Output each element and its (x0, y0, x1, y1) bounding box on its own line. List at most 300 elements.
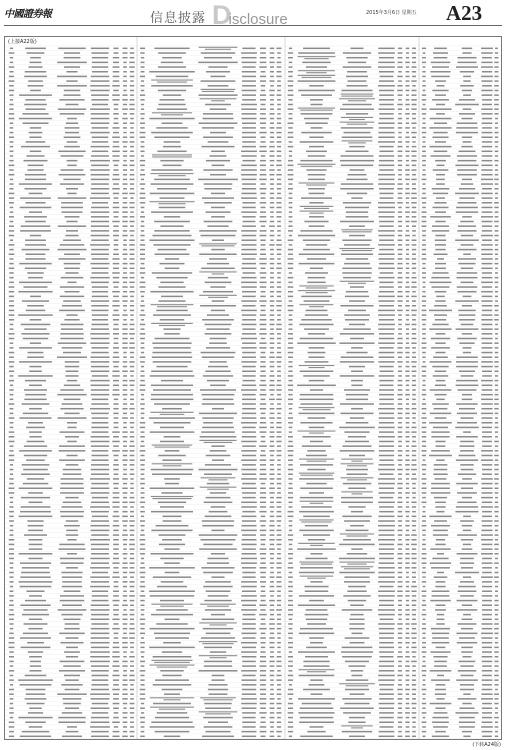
cell-text-line (343, 539, 371, 541)
cell-text-line (29, 619, 42, 621)
cell-text-line (259, 300, 266, 302)
cell-text-line (482, 202, 492, 204)
cell-text-line (67, 427, 76, 429)
cell-text-line (66, 314, 77, 316)
cell-text-line (432, 595, 450, 597)
cell-text-line (129, 380, 134, 382)
cell-text-line (349, 736, 365, 738)
cell-text-line (405, 258, 409, 260)
cell-text-line (269, 385, 274, 387)
cell-text-line (379, 661, 394, 663)
cell-text-line (60, 333, 83, 335)
cell-text-line (150, 707, 194, 708)
cell-text-line (434, 712, 448, 714)
cell-text-line (379, 459, 393, 461)
cell-text-line (455, 239, 479, 241)
cell-text-line (346, 57, 367, 59)
cell-text-line (141, 188, 145, 190)
cell-text-line (67, 553, 77, 555)
cell-text-line (481, 380, 493, 382)
cell-text-line (277, 347, 281, 349)
cell-text-line (277, 548, 281, 550)
cell-text-line (277, 558, 281, 560)
cell-text-line (434, 394, 446, 396)
cell-text-line (458, 473, 477, 475)
cell-text-line (90, 656, 109, 658)
cell-text-line (340, 413, 373, 415)
cell-text-line (277, 717, 281, 719)
cell-text-line (129, 333, 135, 335)
cell-text-line (398, 459, 403, 461)
cell-text-line (421, 417, 426, 419)
cell-text-line (276, 567, 281, 569)
cell-text-line (412, 356, 416, 358)
cell-text-line (456, 132, 478, 134)
cell-text-line (397, 595, 402, 597)
cell-text-line (65, 497, 78, 499)
cell-text-line (123, 268, 128, 270)
cell-text-line (140, 698, 145, 700)
cell-text-line (140, 48, 145, 50)
cell-text-line (130, 127, 133, 128)
cell-text-line (412, 375, 416, 377)
cell-text-line (91, 473, 109, 475)
cell-text-line (411, 197, 417, 199)
cell-text-line (289, 698, 293, 700)
cell-text-line (161, 296, 183, 298)
cell-text-line (398, 52, 403, 54)
cell-text-line (304, 300, 330, 302)
cell-text-line (66, 80, 77, 82)
cell-text-line (277, 651, 281, 653)
cell-text-line (141, 413, 145, 415)
cell-text-line (122, 342, 127, 344)
cell-text-line (141, 300, 144, 302)
cell-text-line (346, 399, 368, 401)
cell-text-line (482, 305, 493, 307)
cell-text-line (495, 48, 498, 50)
cell-text-line (164, 436, 181, 438)
cell-text-line (431, 488, 450, 490)
cell-text-line (378, 342, 395, 344)
cell-text-line (242, 403, 256, 405)
cell-text-line (495, 169, 498, 171)
cell-text-line (122, 647, 128, 649)
cell-text-line (242, 675, 255, 677)
cell-text-line (123, 132, 126, 134)
cell-text-line (482, 225, 492, 227)
cell-text-line (260, 473, 267, 475)
cell-text-line (457, 291, 476, 293)
cell-text-line (9, 160, 13, 162)
cell-text-line (495, 352, 499, 354)
cell-text-line (289, 151, 292, 153)
cell-text-line (305, 314, 328, 316)
cell-text-line (495, 211, 499, 213)
cell-text-line (123, 202, 127, 204)
cell-text-line (64, 57, 81, 59)
cell-text-line (241, 254, 257, 256)
cell-text-line (261, 600, 266, 602)
cell-text-line (163, 165, 182, 167)
cell-text-line (436, 698, 444, 700)
cell-text-line (25, 394, 46, 396)
cell-text-line (481, 113, 492, 115)
cell-text-line (91, 188, 110, 190)
cell-text-line (260, 183, 265, 185)
cell-text-line (66, 530, 77, 532)
cell-text-line (277, 263, 281, 265)
cell-text-line (123, 651, 127, 653)
cell-text-line (22, 614, 49, 616)
cell-text-line (160, 225, 183, 227)
cell-text-line (436, 104, 445, 106)
cell-text-line (398, 703, 402, 705)
cell-text-line (423, 399, 426, 401)
cell-text-line (270, 272, 274, 274)
cell-text-line (456, 506, 478, 508)
cell-text-line (432, 590, 450, 592)
cell-text-line (22, 567, 49, 569)
cell-text-line (378, 483, 395, 485)
cell-text-line (481, 193, 492, 195)
cell-text-line (241, 581, 257, 583)
cell-text-line (481, 534, 493, 536)
cell-text-line (163, 328, 180, 330)
cell-text-line (204, 188, 231, 190)
cell-text-line (405, 562, 409, 564)
cell-text-line (481, 553, 493, 555)
cell-text-line (66, 637, 79, 639)
cell-text-line (398, 235, 402, 237)
cell-text-line (64, 137, 81, 139)
cell-text-line (270, 562, 275, 564)
cell-text-line (457, 286, 478, 288)
cell-text-line (435, 544, 445, 546)
cell-text-line (482, 572, 492, 574)
cell-text-line (140, 291, 145, 293)
cell-text-line (260, 188, 267, 190)
cell-text-line (481, 319, 492, 321)
cell-text-line (406, 202, 409, 204)
cell-text-line (260, 76, 266, 78)
cell-text-line (199, 271, 236, 272)
cell-text-line (59, 174, 86, 176)
cell-text-line (199, 655, 237, 656)
cell-text-line (288, 291, 293, 293)
cell-text-line (162, 675, 181, 677)
cell-text-line (90, 642, 109, 644)
cell-text-line (406, 99, 410, 101)
cell-text-line (482, 703, 492, 705)
cell-text-line (65, 689, 80, 691)
cell-text-line (422, 572, 426, 574)
cell-text-line (457, 413, 477, 415)
cell-text-line (208, 66, 227, 68)
cell-text-line (10, 141, 14, 143)
cell-text-line (412, 656, 415, 658)
cell-text-line (300, 497, 333, 499)
cell-text-line (113, 642, 119, 644)
cell-text-line (494, 703, 498, 705)
cell-text-line (113, 623, 118, 625)
cell-text-line (130, 609, 135, 611)
cell-text-line (277, 661, 282, 663)
cell-text-line (494, 473, 498, 475)
cell-text-line (458, 590, 477, 592)
cell-text-line (19, 516, 53, 518)
cell-text-line (277, 726, 281, 728)
cell-text-line (379, 642, 393, 644)
cell-text-line (260, 520, 267, 522)
cell-text-line (340, 361, 374, 363)
cell-text-line (241, 502, 257, 504)
cell-text-line (300, 160, 332, 162)
cell-text-line (270, 703, 274, 705)
cell-text-line (91, 469, 110, 471)
cell-text-line (277, 230, 281, 232)
cell-text-line (123, 731, 127, 733)
cell-text-line (19, 347, 52, 349)
cell-text-line (92, 417, 109, 419)
cell-text-line (129, 66, 135, 68)
cell-text-line (58, 108, 86, 110)
cell-text-line (340, 122, 375, 123)
cell-text-line (481, 282, 493, 284)
cell-text-line (277, 188, 281, 190)
cell-text-line (397, 544, 402, 546)
cell-text-line (422, 473, 425, 475)
cell-text-line (123, 230, 127, 232)
cell-text-line (310, 581, 322, 583)
cell-text-line (10, 628, 13, 630)
cell-text-line (304, 665, 330, 667)
cell-text-line (140, 235, 144, 237)
cell-text-line (198, 62, 237, 64)
cell-text-line (270, 127, 275, 128)
cell-text-line (494, 544, 499, 546)
cell-text-line (241, 197, 257, 199)
cell-text-line (347, 564, 366, 565)
cell-text-line (412, 450, 417, 452)
cell-text-line (242, 94, 256, 96)
cell-text-line (432, 207, 448, 209)
cell-text-line (90, 651, 110, 653)
cell-text-line (300, 206, 334, 207)
cell-text-line (162, 516, 181, 518)
cell-text-line (412, 324, 417, 326)
cell-text-line (422, 174, 426, 176)
cell-text-line (435, 441, 445, 443)
cell-text-line (434, 151, 448, 153)
cell-text-line (9, 637, 14, 639)
cell-text-line (260, 642, 265, 644)
cell-text-line (129, 221, 134, 223)
cell-text-line (405, 665, 410, 667)
cell-text-line (277, 221, 281, 223)
cell-text-line (165, 450, 180, 452)
cell-text-line (140, 595, 146, 597)
cell-text-line (242, 258, 255, 260)
cell-text-line (495, 595, 498, 597)
cell-text-line (276, 197, 281, 199)
cell-text-line (406, 90, 410, 92)
cell-text-line (113, 183, 119, 185)
cell-text-line (351, 197, 362, 199)
cell-text-line (397, 183, 402, 185)
cell-text-line (482, 590, 492, 592)
cell-text-line (302, 703, 332, 705)
cell-text-line (288, 450, 294, 452)
cell-text-line (62, 347, 83, 349)
cell-text-line (288, 403, 293, 405)
cell-text-line (288, 375, 293, 377)
cell-text-line (482, 647, 492, 649)
cell-text-line (458, 202, 477, 204)
cell-text-line (140, 254, 145, 256)
cell-text-line (123, 609, 126, 611)
cell-text-line (113, 605, 118, 607)
cell-text-line (481, 497, 493, 499)
cell-text-line (398, 151, 403, 153)
cell-text-line (346, 535, 367, 536)
cell-text-line (411, 703, 416, 705)
cell-text-line (9, 202, 14, 204)
cell-text-line (130, 174, 135, 176)
cell-text-line (422, 431, 427, 433)
cell-text-line (435, 239, 447, 241)
cell-text-line (495, 216, 499, 218)
cell-text-line (456, 361, 478, 363)
cell-text-line (481, 530, 492, 532)
cell-text-line (198, 94, 237, 96)
cell-text-line (434, 520, 447, 522)
cell-text-line (140, 689, 146, 691)
cell-text-line (411, 502, 416, 504)
cell-text-line (423, 380, 426, 382)
cell-text-line (309, 306, 324, 307)
cell-text-line (421, 211, 426, 213)
cell-text-line (378, 567, 395, 569)
cell-text-line (277, 544, 282, 546)
cell-text-line (431, 436, 449, 438)
cell-text-line (412, 300, 416, 302)
cell-text-line (378, 202, 395, 204)
cell-text-line (130, 413, 134, 415)
cell-text-line (289, 62, 293, 64)
cell-text-line (379, 90, 394, 92)
cell-text-line (422, 464, 427, 466)
cell-text-line (140, 356, 146, 358)
cell-text-line (481, 328, 492, 330)
cell-text-line (212, 165, 225, 167)
cell-text-line (123, 94, 128, 96)
cell-text-line (149, 201, 194, 202)
cell-text-line (129, 539, 134, 541)
cell-text-line (112, 258, 119, 260)
cell-text-line (211, 679, 224, 681)
cell-text-line (114, 118, 119, 120)
cell-text-line (242, 127, 256, 128)
cell-text-line (411, 431, 416, 433)
cell-text-line (129, 207, 134, 209)
cell-text-line (140, 693, 145, 695)
cell-text-line (276, 516, 281, 518)
cell-text-line (378, 516, 394, 518)
cell-text-line (277, 225, 281, 227)
cell-text-line (482, 661, 493, 663)
cell-text-line (289, 483, 293, 485)
cell-text-line (130, 717, 134, 719)
cell-text-line (203, 137, 233, 139)
cell-text-line (461, 244, 474, 246)
cell-text-line (289, 113, 293, 115)
cell-text-line (495, 141, 499, 143)
cell-text-line (112, 394, 119, 396)
cell-text-line (380, 371, 394, 373)
cell-text-line (122, 488, 127, 490)
cell-text-line (288, 122, 294, 124)
masthead-divider (4, 25, 502, 26)
cell-text-line (432, 99, 449, 101)
cell-text-line (300, 576, 334, 577)
cell-text-line (459, 445, 474, 447)
cell-text-line (432, 722, 449, 724)
cell-text-line (431, 62, 451, 64)
cell-text-line (406, 450, 410, 452)
cell-text-line (344, 568, 370, 569)
cell-text-line (379, 605, 394, 607)
cell-text-line (242, 427, 255, 429)
cell-text-line (481, 726, 493, 728)
cell-text-line (260, 319, 267, 321)
cell-text-line (241, 450, 256, 452)
cell-text-line (277, 314, 281, 316)
cell-text-line (405, 614, 409, 616)
cell-text-line (412, 394, 416, 396)
cell-text-line (64, 66, 80, 68)
cell-text-line (123, 197, 128, 199)
cell-text-line (160, 319, 184, 321)
cell-text-line (462, 731, 472, 733)
cell-text-line (260, 731, 267, 733)
cell-text-line (301, 296, 332, 298)
cell-text-line (9, 254, 15, 256)
cell-text-line (277, 380, 281, 382)
cell-text-line (163, 465, 182, 466)
cell-text-line (406, 445, 409, 447)
cell-text-line (462, 347, 471, 349)
cell-text-line (90, 380, 109, 382)
cell-text-line (157, 712, 188, 714)
cell-text-line (114, 633, 119, 635)
cell-text-line (91, 207, 109, 209)
cell-text-line (59, 670, 85, 672)
cell-text-line (91, 623, 108, 625)
cell-text-line (436, 333, 446, 335)
cell-text-line (152, 445, 193, 446)
cell-text-line (29, 670, 41, 672)
cell-text-line (277, 525, 280, 527)
cell-text-line (277, 469, 281, 471)
cell-text-line (398, 385, 403, 387)
cell-text-line (411, 623, 416, 625)
cell-text-line (153, 389, 191, 391)
cell-text-line (241, 155, 256, 157)
cell-text-line (62, 712, 82, 714)
cell-text-line (270, 497, 274, 499)
cell-text-line (481, 623, 492, 625)
